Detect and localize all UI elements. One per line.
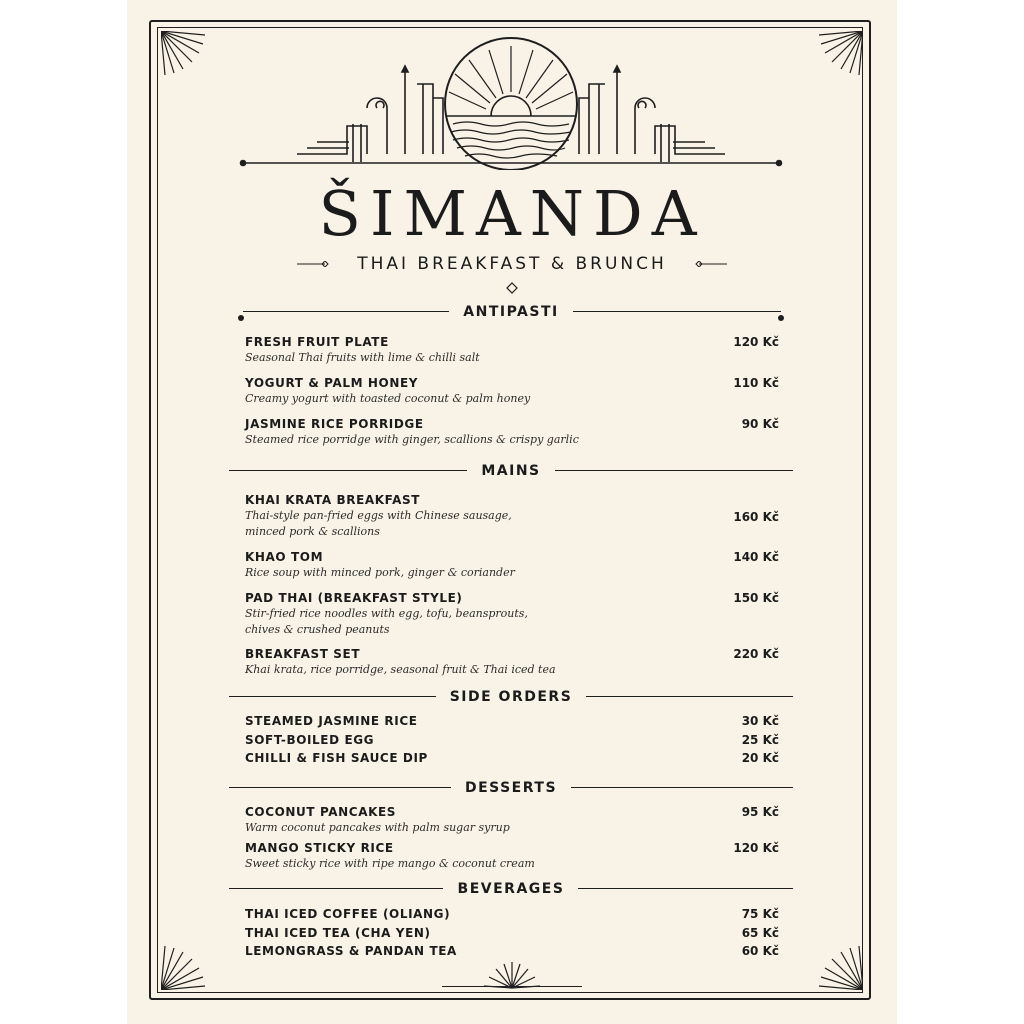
section-title: BEVERAGES [444, 881, 579, 897]
item-price: 20 Kč [741, 751, 779, 765]
section-title: MAINS [467, 463, 554, 479]
item-name: THAI ICED COFFEE (OLIANG) [245, 907, 451, 921]
section-header-side-orders [229, 686, 793, 708]
item-name: YOGURT & PALM HONEY [245, 376, 419, 390]
section-title: ANTIPASTI [449, 304, 572, 320]
menu-item [245, 750, 779, 766]
menu-item [245, 925, 779, 941]
item-name: FRESH FRUIT PLATE [245, 335, 389, 349]
item-description: Rice soup with minced pork, ginger & coriander [245, 566, 515, 579]
brand-tagline: THAI BREAKFAST & BRUNCH [357, 254, 667, 274]
menu-item [245, 646, 779, 678]
item-name: LEMONGRASS & PANDAN TEA [245, 944, 457, 958]
corner-sunburst-icon [817, 31, 863, 77]
section-header-beverages [229, 878, 793, 900]
item-price: 140 Kč [733, 550, 779, 564]
item-price: 160 Kč [733, 510, 779, 524]
item-description: Seasonal Thai fruits with lime & chilli salt [245, 351, 480, 364]
item-name: STEAMED JASMINE RICE [245, 714, 418, 728]
item-description: Khai krata, rice porridge, seasonal fruit & Thai iced tea [245, 663, 556, 676]
item-name: BREAKFAST SET [245, 647, 361, 661]
sunrise-sea-emblem-icon [237, 36, 785, 170]
section-title: SIDE ORDERS [436, 689, 587, 705]
menu-item [245, 943, 779, 959]
corner-sunburst-icon [161, 944, 207, 990]
item-price: 120 Kč [733, 335, 779, 349]
item-description: Thai-style pan-fried eggs with Chinese sausage, minced pork & scallions [245, 509, 512, 538]
item-name: THAI ICED TEA (CHA YEN) [245, 926, 431, 940]
item-name: CHILLI & FISH SAUCE DIP [245, 751, 428, 765]
corner-sunburst-icon [817, 944, 863, 990]
menu-item [245, 840, 779, 872]
menu-page [127, 0, 897, 1024]
item-price: 60 Kč [741, 944, 779, 958]
brand-name: ŠIMANDA [318, 177, 706, 250]
item-name: PAD THAI (BREAKFAST STYLE) [245, 591, 463, 605]
section-title: DESSERTS [451, 780, 571, 796]
item-price: 150 Kč [733, 591, 779, 605]
item-price: 75 Kč [741, 907, 779, 921]
item-price: 95 Kč [741, 805, 779, 819]
item-price: 25 Kč [741, 733, 779, 747]
item-description: Steamed rice porridge with ginger, scallions & crispy garlic [245, 433, 579, 446]
item-name: COCONUT PANCAKES [245, 805, 397, 819]
item-price: 65 Kč [741, 926, 779, 940]
item-description: Warm coconut pancakes with palm sugar syrup [245, 821, 510, 834]
section-header-antipasti [229, 301, 793, 323]
corner-sunburst-icon [161, 31, 207, 77]
item-price: 110 Kč [733, 376, 779, 390]
menu-item [245, 416, 779, 448]
footer-rule [442, 986, 582, 987]
menu-item [245, 549, 779, 581]
item-price: 220 Kč [733, 647, 779, 661]
menu-item [245, 492, 779, 540]
diamond-ornament-icon [506, 279, 518, 291]
item-name: JASMINE RICE PORRIDGE [245, 417, 424, 431]
menu-item [245, 804, 779, 836]
tagline-row [297, 250, 727, 278]
item-price: 30 Kč [741, 714, 779, 728]
menu-item [245, 375, 779, 407]
item-description: Stir-fried rice noodles with egg, tofu, beansprouts, chives & crushed peanuts [245, 607, 528, 636]
fan-ornament-icon [482, 960, 542, 992]
item-description: Sweet sticky rice with ripe mango & coconut cream [245, 857, 535, 870]
section-header-desserts [229, 777, 793, 799]
menu-item [245, 334, 779, 366]
section-header-mains [229, 460, 793, 482]
menu-item [245, 732, 779, 748]
item-name: SOFT-BOILED EGG [245, 733, 375, 747]
menu-item [245, 590, 779, 638]
item-description: Creamy yogurt with toasted coconut & palm honey [245, 392, 531, 405]
menu-item [245, 713, 779, 729]
item-name: MANGO STICKY RICE [245, 841, 394, 855]
menu-item [245, 906, 779, 922]
item-price: 120 Kč [733, 841, 779, 855]
item-name: KHAO TOM [245, 550, 324, 564]
item-price: 90 Kč [741, 417, 779, 431]
diamond-rule-icon [693, 261, 727, 267]
item-name: KHAI KRATA BREAKFAST [245, 493, 420, 507]
